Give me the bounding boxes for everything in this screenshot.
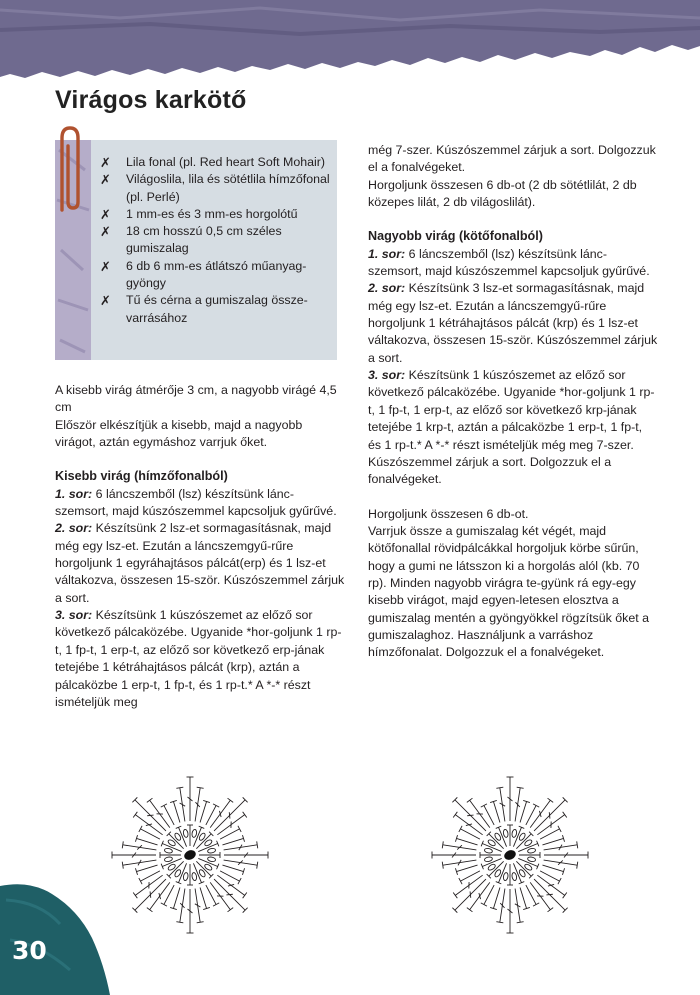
- small-flower-heading: Kisebb virág (hímzőfonalból): [55, 469, 228, 484]
- materials-list: [100, 154, 332, 327]
- continuation-text-2: Horgoljunk összesen 6 db-ot (2 db sötétlilát, 2 db közepes lilát, 2 db világoslilát).: [368, 177, 637, 210]
- materials-item: ✗ Világoslila, lila és sötétlila hímzőfonal (pl. Perlé): [100, 172, 330, 204]
- intro-text-2: Először elkészítjük a kisebb, majd a nagyobb virágot, aztán egymáshoz varrjuk őket.: [55, 417, 303, 450]
- small-row-3: 3. sor: Készítsünk 1 kúszószemet az előző sor következő pálcaközébe. Ugyanide *hor-goljunk 1 rp-t, 1 fp-t, 1 erp-t, az előző sor következő erp-jának tetejébe 1 kétráhajtásos pálcát (krp), aztán a pálcaközbe 1 erp-t, 1 fp-t, és 1 rp-t.* A *-* részt ismételjük meg: [55, 608, 342, 709]
- big-row-3: 3. sor: Készítsünk 1 kúszószemet az előző sor következő pálcaközébe. Ugyanide *hor-goljunk 1 rp-t, 1 fp-t, 1 erp-t, az előző sor következő krp-jának tetejébe 1 krp-t, aztán a pálcaközbe 1 erp-t, 1 fp-t, és 1 rp-t.* A *-* részt ismételjük még meg 7-szer. Kúszószemmel zárjuk a sort. Dolgozzuk el a fonalvégeket.: [368, 368, 655, 487]
- cross-mark-icon: ✗: [100, 224, 111, 240]
- paperclip-icon: [52, 122, 86, 214]
- decorative-top-band: [0, 0, 700, 80]
- right-column: [368, 142, 658, 662]
- intro-text: A kisebb virág átmérője 3 cm, a nagyobb virágé 4,5 cm: [55, 383, 337, 415]
- materials-item: ✗ 6 db 6 mm-es átlátszó műanyag-gyöngy: [100, 258, 307, 291]
- cross-mark-icon: ✗: [100, 206, 111, 222]
- big-row-1: 1. sor: 6 láncszemből (lsz) készítsünk lánc-szemsort, majd kúszószemmel kapcsoljuk gyűrűvé.: [368, 246, 650, 279]
- small-row-2: 2. sor: Készítsünk 2 lsz-et sormagasításnak, majd még egy lsz-et. Ezután a láncszemgyű-rűre horgoljunk 1 egyráhajtásos pálcát(erp) és 1 lsz-et váltakozva, összesen 15-ször. Kúszószemmel zárjuk a sort.: [55, 521, 345, 605]
- cross-mark-icon: ✗: [100, 293, 111, 309]
- materials-item: ✗ Tű és cérna a gumiszalag össze-varrásához: [100, 293, 308, 325]
- materials-item: ✗ 18 cm hosszú 0,5 cm széles gumiszalag: [100, 224, 282, 256]
- assembly-text: Horgoljunk összesen 6 db-ot.: [368, 506, 529, 521]
- continuation-text: még 7-szer. Kúszószemmel zárjuk a sort. Dolgozzuk el a fonalvégeket.: [368, 143, 656, 175]
- page-title: Virágos karkötő: [55, 86, 247, 114]
- big-flower-heading: Nagyobb virág (kötőfonalból): [368, 229, 543, 244]
- cross-mark-icon: ✗: [100, 172, 111, 188]
- big-row-2: 2. sor: Készítsünk 3 lsz-et sormagasításnak, majd még egy lsz-et. Ezután a láncszemgyű-rűre horgoljunk 1 kétráhajtásos pálcát (krp) és 1 lsz-et váltakozva, összesen 15-ször. Kúszószemmel zárjuk a sort.: [368, 281, 658, 365]
- assembly-text-2: Varrjuk össze a gumiszalag két végét, majd kötőfonallal rövidpálcákkal horgoljuk körbe sűrűn, hogy a gumi ne látsszon ki a horgolás alól (kb. 70 rp). Minden nagyobb virágra te-gyünk rá egy-egy kisebb virágot, majd egyen-letesen elosztva a gumiszalag mentén a gyöngyökkel rögzítsük őket a gumiszalaghoz. Használjunk a varráshoz hímzőfonalat. Dolgozzuk el a fonalvégeket.: [368, 523, 650, 660]
- big-flower-crochet-diagram: [420, 765, 600, 945]
- materials-item: ✗ Lila fonal (pl. Red heart Soft Mohair): [100, 155, 326, 170]
- page-number: 30: [12, 936, 47, 965]
- cross-mark-icon: ✗: [100, 258, 111, 274]
- small-row-1: 1. sor: 6 láncszemből (lsz) készítsünk lánc-szemsort, majd kúszószemmel kapcsoljuk gyűrűvé.: [55, 486, 337, 519]
- cross-mark-icon: ✗: [100, 155, 111, 170]
- left-column: [55, 382, 345, 711]
- small-flower-crochet-diagram: [100, 765, 280, 945]
- materials-item: ✗ 1 mm-es és 3 mm-es horgolótű: [100, 206, 298, 222]
